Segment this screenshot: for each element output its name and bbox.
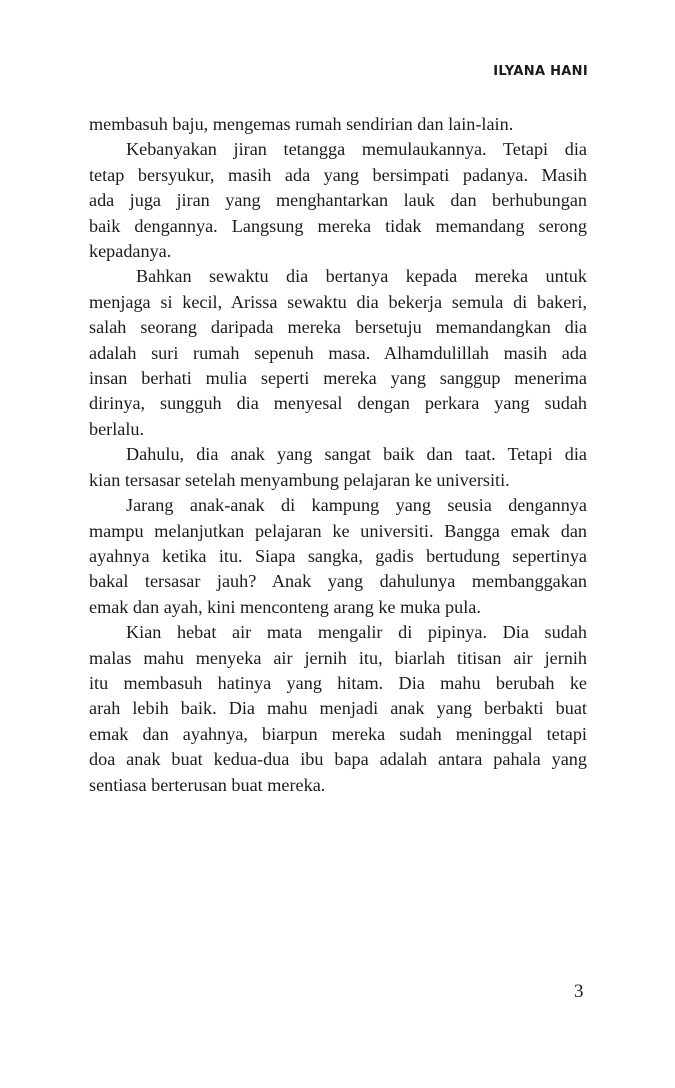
text-line: arah lebih baik. Dia mahu menjadi anak yang berbakti buat [89,698,587,719]
paragraph [89,137,587,264]
text-line: baik dengannya. Langsung mereka tidak memandang serong [89,215,587,236]
text-line: dirinya, sungguh dia menyesal dengan perkara yang sudah [89,393,587,414]
text-line: insan berhati mulia seperti mereka yang sanggup menerima [89,368,587,389]
text-line: emak dan ayahnya, biarpun mereka sudah meninggal tetapi [89,723,587,744]
text-line: mampu melanjutkan pelajaran ke universiti. Bangga emak dan [89,520,587,541]
text-line: ada juga jiran yang menghantarkan lauk dan berhubungan [89,190,587,211]
text-line: doa anak buat kedua-dua ibu bapa adalah antara pahala yang [89,749,587,770]
text-line: berlalu. [89,418,145,439]
text-line: Dahulu, dia anak yang sangat baik dan taat. Tetapi dia [126,444,587,465]
text-line: Kebanyakan jiran tetangga memulaukannya. Tetapi dia [126,139,587,160]
text-line: bakal tersasar jauh? Anak yang dahulunya membanggakan [89,571,587,592]
running-header: ILYANA HANI [493,64,588,79]
text-line: sentiasa berterusan buat mereka. [89,774,326,795]
text-line: adalah suri rumah sepenuh masa. Alhamdulillah masih ada [89,342,587,363]
paragraph [89,264,587,442]
text-line: itu membasuh hatinya yang hitam. Dia mahu berubah ke [89,672,587,693]
body-text [89,112,587,798]
paragraph [89,620,587,798]
text-line: kian tersasar setelah menyambung pelajaran ke universiti. [89,469,510,490]
text-line: ayahnya ketika itu. Siapa sangka, gadis bertudung sepertinya [89,545,587,566]
text-line: membasuh baju, mengemas rumah sendirian dan lain-lain. [89,114,514,134]
text-line: salah seorang daripada mereka bersetuju memandangkan dia [89,317,587,338]
text-line: kepadanya. [89,241,172,262]
text-line: malas mahu menyeka air jernih itu, biarlah titisan air jernih [89,647,587,668]
page-number: 3 [574,981,584,1002]
text-line: menjaga si kecil, Arissa sewaktu dia bekerja semula di bakeri, [89,291,587,312]
text-line: tetap bersyukur, masih ada yang bersimpati padanya. Masih [89,164,587,185]
text-line: Kian hebat air mata mengalir di pipinya. Dia sudah [126,622,587,643]
paragraph [89,442,587,493]
paragraph [89,493,587,620]
text-line: emak dan ayah, kini menconteng arang ke muka pula. [89,596,481,617]
text-line: Bahkan sewaktu dia bertanya kepada mereka untuk [136,266,587,287]
text-line: Jarang anak-anak di kampung yang seusia dengannya [126,495,587,516]
paragraph [89,112,587,137]
